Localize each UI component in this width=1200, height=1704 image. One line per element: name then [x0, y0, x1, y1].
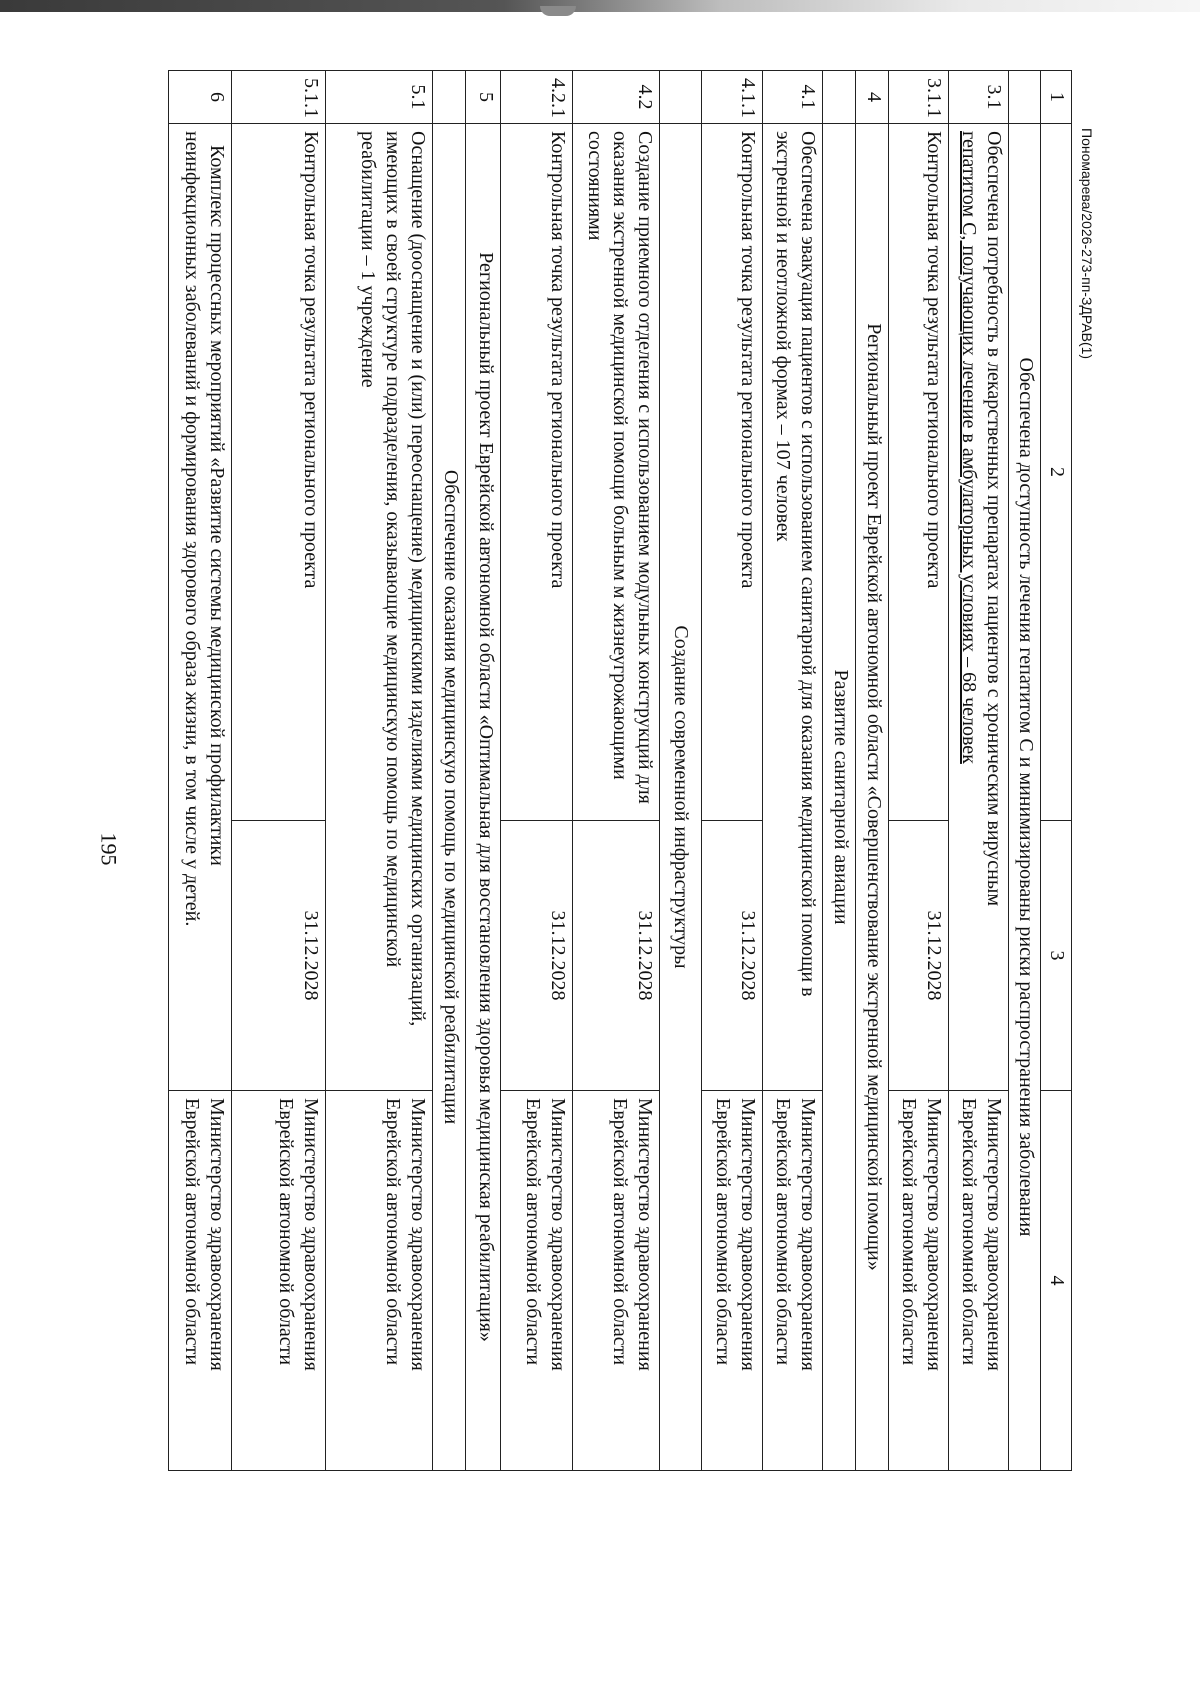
- header-col-4: 4: [1041, 1091, 1072, 1471]
- header-col-2: 2: [1041, 124, 1072, 821]
- row-text: Контрольная точка результата регионального проекта: [888, 124, 948, 821]
- responsible-cell: Министерство здравоохранения Еврейской автономной области: [326, 1091, 433, 1471]
- date-cell: 31.12.2028: [573, 821, 660, 1091]
- responsible-cell: Министерство здравоохранения Еврейской автономной области: [232, 1091, 326, 1471]
- row-text: Создание приемного отделения с использованием модульных конструкций для оказания экстренной медицинской помощи больным м жизнеугрожающими состояниями: [573, 124, 660, 821]
- row-number: 4.2: [573, 71, 660, 124]
- document-code: [1079, 128, 1095, 728]
- table-row: [501, 71, 573, 1471]
- row-number: 5: [466, 71, 501, 124]
- row-text: [948, 124, 1008, 1091]
- row-number: 4: [855, 71, 888, 124]
- rotated-table-wrapper: [168, 70, 1072, 1470]
- responsible-cell: Министерство здравоохранения Еврейской автономной области: [701, 1091, 762, 1471]
- row-number: 5.1.1: [232, 71, 326, 124]
- table-row: [466, 71, 501, 1471]
- table-row: [855, 71, 888, 1471]
- row-number: 4.1.1: [701, 71, 762, 124]
- table-row: [948, 71, 1008, 1471]
- subsection-title: Обеспечение оказания медицинскую помощь по медицинской реабилитации: [433, 124, 466, 1471]
- row-number: 6: [169, 71, 232, 124]
- scan-binding-mark: [540, 6, 576, 16]
- date-cell: 31.12.2028: [701, 821, 762, 1091]
- row-text: Обеспечена эвакуация пациентов с использованием санитарной для оказания медицинской помощи в экстренной и неотложной формах – 107 человек: [763, 124, 823, 1091]
- document-code-text: Пономарева/2026-273-пп-ЗДРАВ(1): [1079, 128, 1095, 360]
- responsible-cell: Министерство здравоохранения Еврейской автономной области: [573, 1091, 660, 1471]
- row-text: Оснащение (дооснащение и (или) переоснащение) медицинскими изделиями медицинских организаций, имеющих в своей структуре подразделения, оказывающие медицинскую помощь по медицинской реабилитации – 1 учреждение: [326, 124, 433, 1091]
- table-row: [1008, 71, 1041, 1471]
- section-title-5: Региональный проект Еврейской автономной области «Оптимальная для восстановления здоровья медицинская реабилитация»: [466, 124, 501, 1471]
- header-col-3: 3: [1041, 821, 1072, 1091]
- responsible-cell: Министерство здравоохранения Еврейской автономной области: [501, 1091, 573, 1471]
- table-header-row: [1041, 71, 1072, 1471]
- row-text-line: неинфекционных заболеваний и формирования здорового образа жизни, в том числе у детей.: [181, 131, 204, 927]
- table-row: [232, 71, 326, 1471]
- row-text: Контрольная точка результата регионального проекта: [501, 124, 573, 821]
- row-text: [169, 124, 232, 1091]
- page-number: 195: [96, 832, 122, 866]
- row-text: Контрольная точка результата регионального проекта: [701, 124, 762, 821]
- row-text: Контрольная точка результата регионального проекта: [232, 124, 326, 821]
- table-row: [888, 71, 948, 1471]
- date-cell: 31.12.2028: [501, 821, 573, 1091]
- date-cell: 31.12.2028: [888, 821, 948, 1091]
- table-row: [326, 71, 433, 1471]
- section-title-4: Региональный проект Еврейской автономной области «Совершенствование экстренной медицинской помощи»: [855, 124, 888, 1471]
- subsection-title: Развитие санитарной авиации: [823, 124, 856, 1471]
- row-text-line: Комплекс процессных мероприятий «Развитие системы медицинской профилактики: [206, 145, 229, 866]
- table-row: [701, 71, 762, 1471]
- table-row: [660, 71, 701, 1471]
- table-row: [433, 71, 466, 1471]
- row-text-line: гепатитом С, получающих лечение в амбулаторных условиях – 68 человек: [957, 131, 980, 764]
- measures-table: [168, 70, 1072, 1471]
- table-row: [763, 71, 823, 1471]
- date-cell: 31.12.2028: [232, 821, 326, 1091]
- header-col-1: 1: [1041, 71, 1072, 124]
- row-number: 4.2.1: [501, 71, 573, 124]
- section-title-3: Обеспечена доступность лечения гепатитом С и минимизированы риски распространения заболевания: [1008, 124, 1041, 1471]
- subsection-title: Создание современной инфраструктуры: [660, 124, 701, 1471]
- table-row: [823, 71, 856, 1471]
- scan-edge-shadow: [0, 0, 1200, 12]
- row-number: 4.1: [763, 71, 823, 124]
- row-number: 5.1: [326, 71, 433, 124]
- row-number: 3.1.1: [888, 71, 948, 124]
- table-row: [573, 71, 660, 1471]
- row-text-line: Обеспечена потребность в лекарственных препаратах пациентов с хроническим вирусным: [982, 131, 1005, 906]
- responsible-cell: Министерство здравоохранения Еврейской автономной области: [169, 1091, 232, 1471]
- table-row: [169, 71, 232, 1471]
- row-number: 3.1: [948, 71, 1008, 124]
- responsible-cell: Министерство здравоохранения Еврейской автономной области: [948, 1091, 1008, 1471]
- responsible-cell: Министерство здравоохранения Еврейской автономной области: [763, 1091, 823, 1471]
- responsible-cell: Министерство здравоохранения Еврейской автономной области: [888, 1091, 948, 1471]
